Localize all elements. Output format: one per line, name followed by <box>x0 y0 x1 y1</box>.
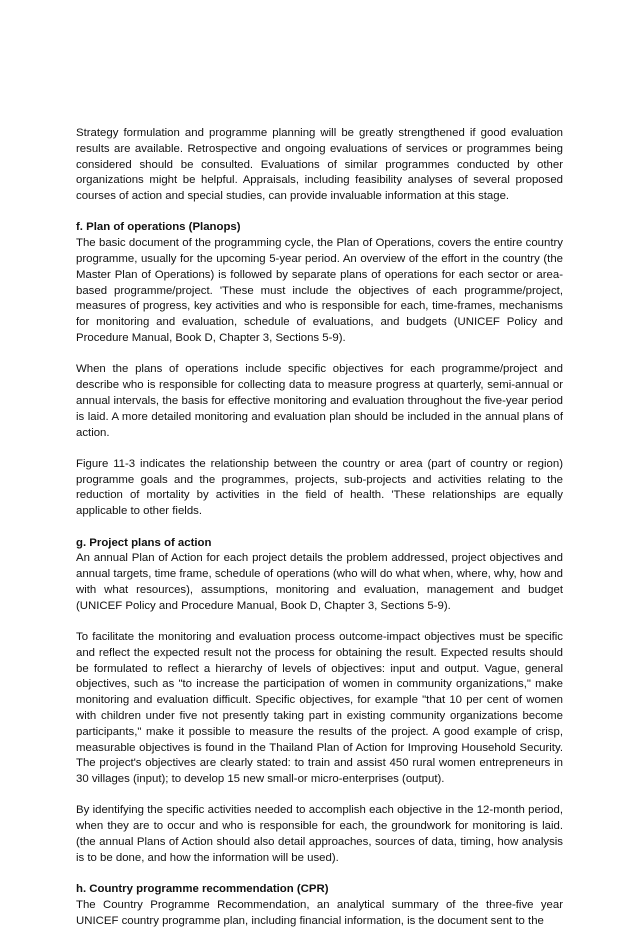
section-heading: f. Plan of operations (Planops) <box>76 221 241 234</box>
section-paragraph: An annual Plan of Action for each project details the problem addressed, project objectives and annual targets, time frame, schedule of operations (who will do what when, where, why, how and with what resources), assumptions, monitoring and evaluation, management and budget (UNICEF Policy and Procedure Manual, Book D, Chapter 3, Sections 5-9). <box>76 552 563 612</box>
section-heading: g. Project plans of action <box>76 536 212 549</box>
intro-paragraph: Strategy formulation and programme planning will be greatly strengthened if good evaluation results are available. Retrospective and ongoing evaluations of services or programmes being considered should be consulted. Evaluations of similar programmes conducted by other organizations might be helpful. Appraisals, including feasibility analyses of several proposed courses of action and special studies, can provide invaluable information at this stage. <box>76 127 563 203</box>
section-paragraph: By identifying the specific activities needed to accomplish each objective in the 12-month period, when they are to occur and who is responsible for each, the groundwork for monitoring is laid. (the annual Plans of Action should also detail approaches, sources of data, timing, how analysis is to be done, and how the information will be used). <box>76 804 563 864</box>
section-heading: h. Country programme recommendation (CPR) <box>76 883 329 896</box>
section-paragraph: When the plans of operations include specific objectives for each programme/project and describe who is responsible for collecting data to measure progress at quarterly, semi-annual or annual intervals, the basis for effective monitoring and evaluation throughout the five-year period is laid. A more detailed monitoring and evaluation plan should be included in the annual plans of action. <box>76 363 563 439</box>
section-plan-of-operations <box>76 220 563 520</box>
section-project-plans-of-action <box>76 536 563 867</box>
section-paragraph: Figure 11-3 indicates the relationship between the country or area (part of country or region) programme goals and the programmes, projects, sub-projects and activities relating to the reduction of mortality by activities in the field of health. 'These relationships are equally applicable to other fields. <box>76 457 563 518</box>
section-paragraph: The Country Programme Recommendation, an analytical summary of the three-five year UNICEF country programme plan, including financial information, is the document sent to the <box>76 898 563 927</box>
section-country-programme-recommendation <box>76 882 563 929</box>
section-paragraph: To facilitate the monitoring and evaluation process outcome-impact objectives must be specific and reflect the expected result not the process for obtaining the result. Expected results should be formulated to reflect a hierarchy of levels of objectives: input and output. Vague, general objectives, such as "to increase the participation of women in community organizations," make monitoring and evaluation difficult. Specific objectives, for example "that 10 per cent of women with children under five not presently taking part in existing community organizations become participants," make it possible to measure the results of the project. A good example of crisp, measurable objectives is found in the Thailand Plan of Action for Improving Household Security. The project's objectives are clearly stated: to train and assist 450 rural women entrepreneurs in 30 villages (input); to develop 15 new small-or micro-enterprises (output). <box>76 631 563 786</box>
section-paragraph: The basic document of the programming cycle, the Plan of Operations, covers the entire country programme, usually for the upcoming 5-year period. An overview of the effort in the country (the Master Plan of Operations) is followed by separate plans of operations for each sector or area-based programme/project. 'These must include the objectives of each programme/project, measures of progress, key activities and who is responsible for each, time-frames, mechanisms for monitoring and evaluation, schedule of evaluations, and budgets (UNICEF Policy and Procedure Manual, Book D, Chapter 3, Sections 5-9). <box>76 237 563 345</box>
document-page <box>76 126 563 930</box>
